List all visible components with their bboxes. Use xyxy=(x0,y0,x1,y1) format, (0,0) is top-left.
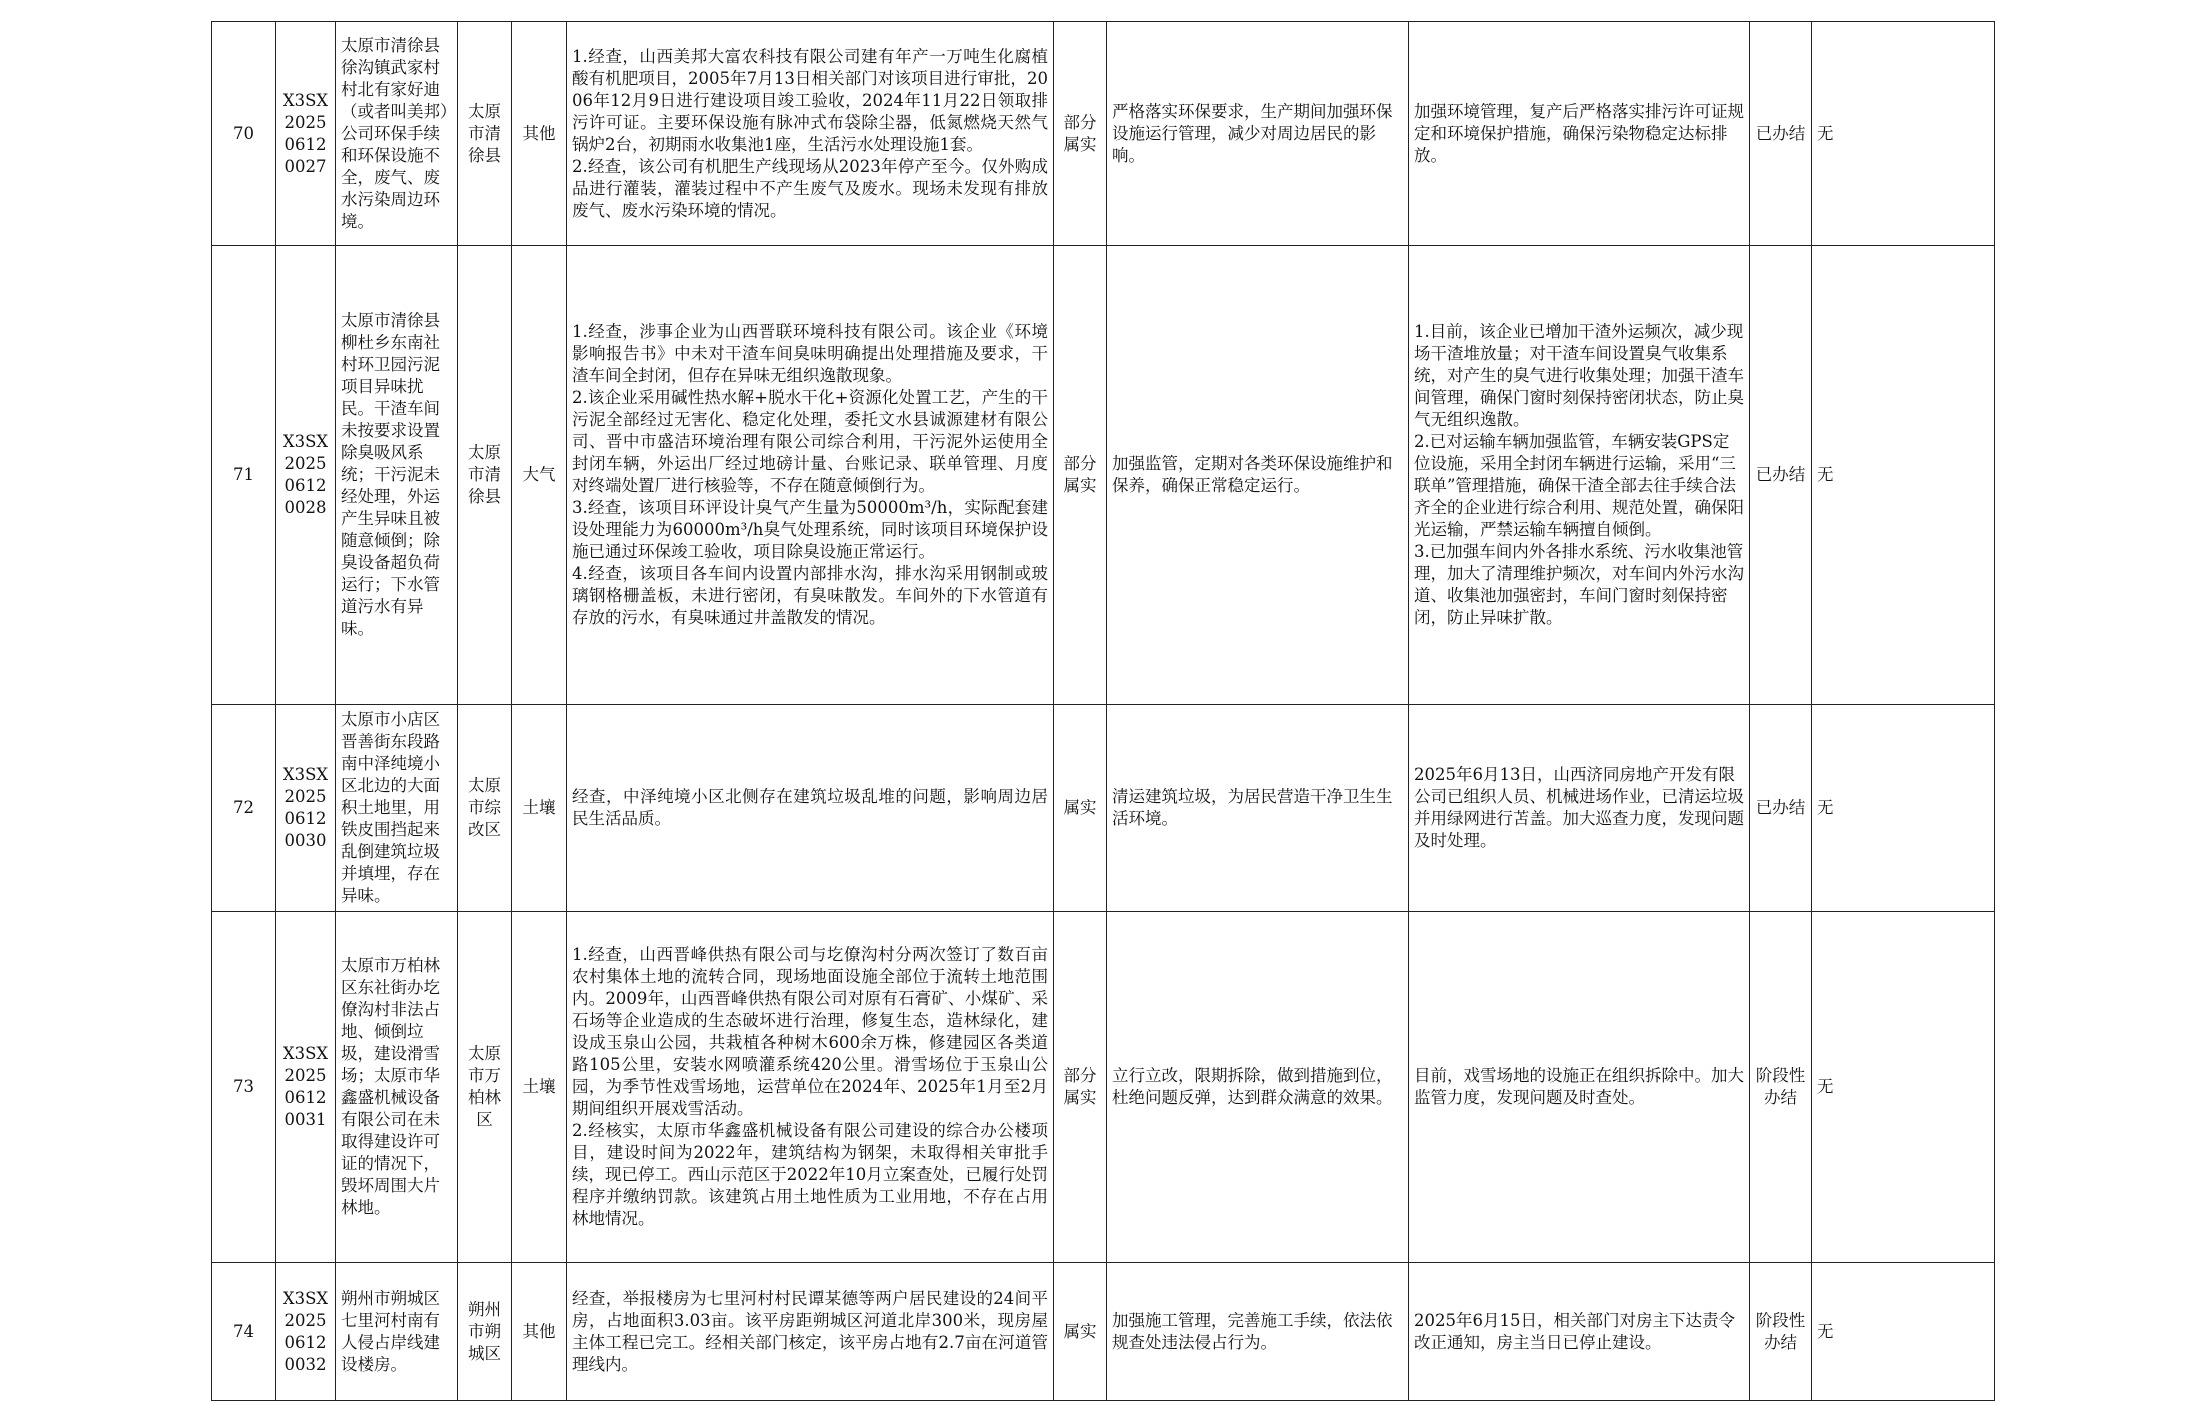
paragraph: 1.经查，山西美邦大富农科技有限公司建有年产一万吨生化腐植酸有机肥项目，2005年7月13日相关部门对该项目进行审批，2006年12月9日进行建设项目竣工验收，2024年11月22日领取排污许可证。主要环保设施有脉冲式布袋除尘器，低氮燃烧天然气锅炉2台，初期雨水收集池1座，生活污水处理设施1套。 xyxy=(572,46,1048,154)
row-number: 70 xyxy=(212,22,276,246)
region: 太原市综改区 xyxy=(458,705,512,912)
region: 朔州市朔城区 xyxy=(458,1263,512,1401)
table-row xyxy=(212,705,1995,912)
handling-measure: 立行立改，限期拆除，做到措施到位，杜绝问题反弹，达到群众满意的效果。 xyxy=(1107,912,1409,1263)
rectification-status xyxy=(1409,246,1750,705)
handling-measure: 清运建筑垃圾，为居民营造干净卫生生活环境。 xyxy=(1107,705,1409,912)
table-row xyxy=(212,246,1995,705)
complaint-content: 朔州市朔城区七里河村南有人侵占岸线建设楼房。 xyxy=(336,1263,458,1401)
paragraph: 4.经查，该项目各车间内设置内部排水沟，排水沟采用钢制或玻璃钢格栅盖板，未进行密闭，有臭味散发。车间外的下水管道有存放的污水，有臭味通过井盖散发的情况。 xyxy=(572,564,1048,627)
paragraph: 经查，举报楼房为七里河村村民谭某德等两户居民建设的24间平房，占地面积3.03亩。该平房距朔城区河道北岸300米，现房屋主体工程已完工。经相关部门核定，该平房占地有2.7亩在河道管理线内。 xyxy=(572,1288,1048,1374)
paragraph: 3.经查，该项目环评设计臭气产生量为50000m³/h，实际配套建设处理能力为60000m³/h臭气处理系统，同时该项目环境保护设施已通过环保竣工验收，项目除臭设施正常运行。 xyxy=(572,498,1048,561)
paragraph: 1.经查，涉事企业为山西晋联环境科技有限公司。该企业《环境影响报告书》中未对干渣车间臭味明确提出处理措施及要求，干渣车间全封闭，但存在异味无组织逸散现象。 xyxy=(572,322,1048,385)
pollution-type: 其他 xyxy=(512,1263,567,1401)
completion-status: 阶段性办结 xyxy=(1750,1263,1812,1401)
paragraph: 1.目前，该企业已增加干渣外运频次，减少现场干渣堆放量；对干渣车间设置臭气收集系统，对产生的臭气进行收集处理；加强干渣车间管理，确保门窗时刻保持密闭状态，防止臭气无组织逸散。 xyxy=(1414,322,1744,429)
case-code: X3SX20250612 0031 xyxy=(276,912,336,1263)
paragraph: 2.已对运输车辆加强监管，车辆安装GPS定位设施，采用全封闭车辆进行运输，采用“三联单”管理措施，确保干渣全部去往手续合法齐全的企业进行综合利用、规范处置，确保阳光运输，严禁运输车辆擅自倾倒。 xyxy=(1414,432,1744,539)
rectification-status: 2025年6月13日，山西济同房地产开发有限公司已组织人员、机械进场作业，已清运垃圾并用绿网进行苫盖。加大巡查力度，发现问题及时处理。 xyxy=(1409,705,1750,912)
paragraph: 2.经核实，太原市华鑫盛机械设备有限公司建设的综合办公楼项目，建设时间为2022年，建筑结构为钢架，未取得相关审批手续，现已停工。西山示范区于2022年10月立案查处，已履行处罚程序并缴纳罚款。该建筑占用土地性质为工业用地，不存在占用林地情况。 xyxy=(572,1121,1048,1228)
verdict: 部分属实 xyxy=(1054,22,1107,246)
completion-status: 已办结 xyxy=(1750,246,1812,705)
handling-measure: 加强监管，定期对各类环保设施维护和保养，确保正常稳定运行。 xyxy=(1107,246,1409,705)
case-code: X3SX20250612 0027 xyxy=(276,22,336,246)
completion-status: 已办结 xyxy=(1750,705,1812,912)
verdict: 部分属实 xyxy=(1054,912,1107,1263)
case-code: X3SX20250612 0032 xyxy=(276,1263,336,1401)
table-row xyxy=(212,22,1995,246)
rectification-status: 加强环境管理，复产后严格落实排污许可证规定和环境保护措施，确保污染物稳定达标排放。 xyxy=(1409,22,1750,246)
complaint-content: 太原市清徐县柳杜乡东南社村环卫园污泥项目异味扰民。干渣车间未按要求设置除臭吸风系统；干污泥未经处理，外运产生异味且被随意倾倒；除臭设备超负荷运行；下水管道污水有异味。 xyxy=(336,246,458,705)
paragraph: 1.经查，山西晋峰供热有限公司与圪僚沟村分两次签订了数百亩农村集体土地的流转合同，现场地面设施全部位于流转土地范围内。2009年，山西晋峰供热有限公司对原有石膏矿、小煤矿、采石场等企业造成的生态破坏进行治理，修复生态，造林绿化，建设成玉泉山公园，共栽植各种树木600余万株，修建园区各类道路105公里，安装水网喷灌系统420公里。滑雪场位于玉泉山公园，为季节性戏雪场地，运营单位在2024年、2025年1月至2月期间组织开展戏雪活动。 xyxy=(572,945,1048,1118)
region: 太原市清徐县 xyxy=(458,22,512,246)
paragraph: 2.该企业采用碱性热水解+脱水干化+资源化处置工艺，产生的干污泥全部经过无害化、稳定化处理，委托文水县诚源建材有限公司、晋中市盛洁环境治理有限公司综合利用，干污泥外运使用全封闭车辆，外运出厂经过地磅计量、台账记录、联单管理、月度对终端处置厂进行核验等，不存在随意倾倒行为。 xyxy=(572,388,1048,495)
rectification-status: 2025年6月15日，相关部门对房主下达责令改正通知，房主当日已停止建设。 xyxy=(1409,1263,1750,1401)
accountability: 无 xyxy=(1812,912,1995,1263)
investigation-result xyxy=(567,1263,1054,1401)
complaint-content: 太原市清徐县徐沟镇武家村村北有家好迪（或者叫美邦）公司环保手续和环保设施不全，废气、废水污染周边环境。 xyxy=(336,22,458,246)
pollution-type: 大气 xyxy=(512,246,567,705)
accountability: 无 xyxy=(1812,1263,1995,1401)
pollution-type: 其他 xyxy=(512,22,567,246)
complaint-content: 太原市小店区晋善街东段路南中泽纯境小区北边的大面积土地里，用铁皮围挡起来乱倒建筑垃圾并填埋，存在异味。 xyxy=(336,705,458,912)
investigation-result xyxy=(567,22,1054,246)
verdict: 部分属实 xyxy=(1054,246,1107,705)
table-row xyxy=(212,1263,1995,1401)
verdict: 属实 xyxy=(1054,1263,1107,1401)
paragraph: 3.已加强车间内外各排水系统、污水收集池管理，加大了清理维护频次，对车间内外污水沟道、收集池加强密封，车间门窗时刻保持密闭，防止异味扩散。 xyxy=(1414,542,1744,627)
investigation-result xyxy=(567,705,1054,912)
region: 太原市清徐县 xyxy=(458,246,512,705)
row-number: 71 xyxy=(212,246,276,705)
complaint-table xyxy=(211,21,1995,1401)
accountability: 无 xyxy=(1812,22,1995,246)
pollution-type: 土壤 xyxy=(512,705,567,912)
case-code: X3SX20250612 0028 xyxy=(276,246,336,705)
paragraph: 2.经查，该公司有机肥生产线现场从2023年停产至今。仅外购成品进行灌装，灌装过程中不产生废气及废水。现场未发现有排放废气、废水污染环境的情况。 xyxy=(572,156,1048,220)
complaint-content: 太原市万柏林区东社街办圪僚沟村非法占地、倾倒垃圾，建设滑雪场；太原市华鑫盛机械设备有限公司在未取得建设许可证的情况下，毁坏周围大片林地。 xyxy=(336,912,458,1263)
pollution-type: 土壤 xyxy=(512,912,567,1263)
investigation-result xyxy=(567,246,1054,705)
verdict: 属实 xyxy=(1054,705,1107,912)
row-number: 74 xyxy=(212,1263,276,1401)
investigation-result xyxy=(567,912,1054,1263)
rectification-status: 目前，戏雪场地的设施正在组织拆除中。加大监管力度，发现问题及时查处。 xyxy=(1409,912,1750,1263)
handling-measure: 加强施工管理，完善施工手续，依法依规查处违法侵占行为。 xyxy=(1107,1263,1409,1401)
handling-measure: 严格落实环保要求，生产期间加强环保设施运行管理，减少对周边居民的影响。 xyxy=(1107,22,1409,246)
accountability: 无 xyxy=(1812,705,1995,912)
completion-status: 已办结 xyxy=(1750,22,1812,246)
region: 太原市万柏林区 xyxy=(458,912,512,1263)
case-code: X3SX20250612 0030 xyxy=(276,705,336,912)
row-number: 73 xyxy=(212,912,276,1263)
row-number: 72 xyxy=(212,705,276,912)
table-row xyxy=(212,912,1995,1263)
paragraph: 经查，中泽纯境小区北侧存在建筑垃圾乱堆的问题，影响周边居民生活品质。 xyxy=(572,787,1048,828)
accountability: 无 xyxy=(1812,246,1995,705)
completion-status: 阶段性办结 xyxy=(1750,912,1812,1263)
